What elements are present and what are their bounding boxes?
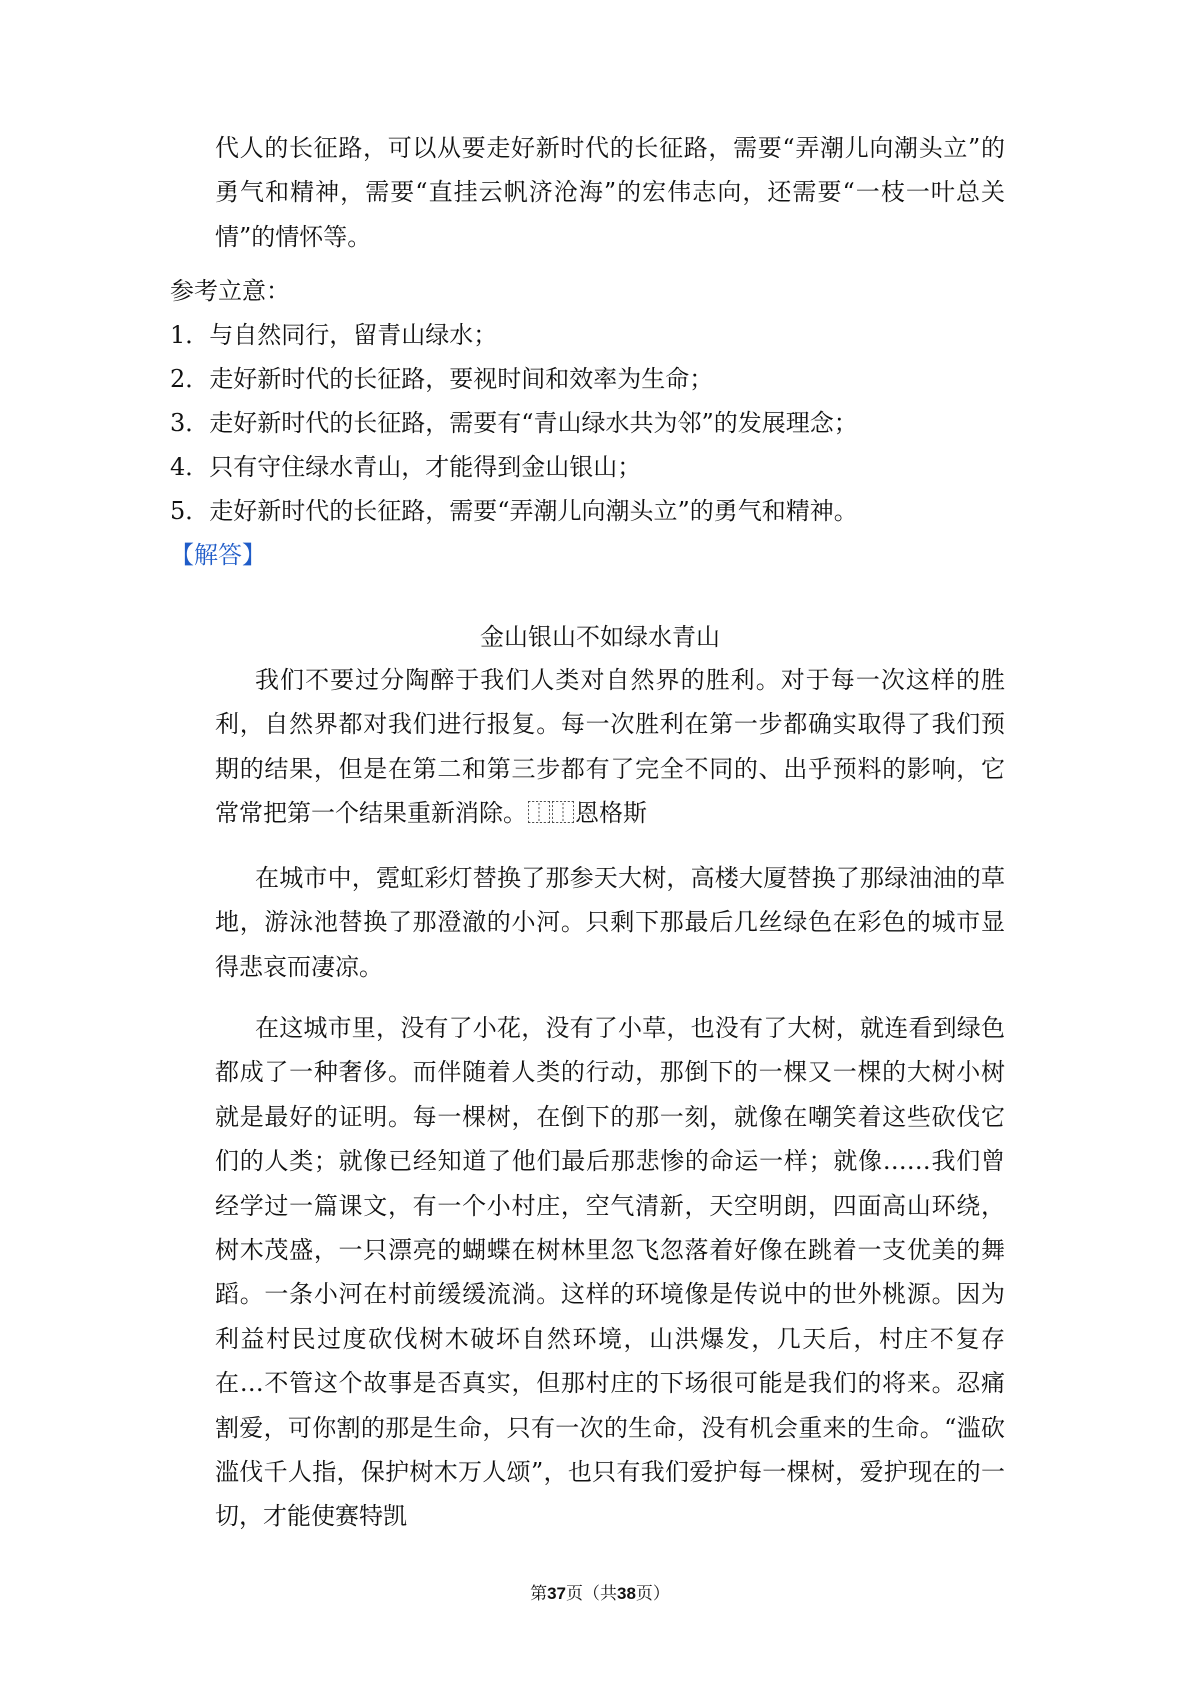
reference-item: 3．走好新时代的长征路，需要有“青山绿水共为邻”的发展理念； (170, 409, 858, 437)
footer-suffix: 页） (635, 1584, 670, 1604)
reference-item: 4．只有守住绿水青山，才能得到金山银山； (170, 453, 642, 481)
footer-total-pages: 38 (617, 1584, 636, 1603)
reference-item: 5．走好新时代的长征路，需要“弄潮儿向潮头立”的勇气和精神。 (170, 497, 858, 525)
essay-paragraph: 我们不要过分陶醉于我们人类对自然界的胜利。对于每一次这样的胜利，自然界都对我们进行报复。每一次胜利在第一步都确实取得了我们预期的结果，但是在第二和第三步都有了完全不同的、出乎预料的影响，它常常把第一个结果重新消除。⿰⿰恩格斯 (215, 666, 1005, 828)
reference-item: 2．走好新时代的长征路，要视时间和效率为生命； (170, 365, 714, 393)
footer-page-number: 37 (547, 1584, 566, 1603)
essay-paragraph: 在城市中，霓虹彩灯替换了那参天大树，高楼大厦替换了那绿油油的草地，游泳池替换了那澄澈的小河。只剩下那最后几丝绿色在彩色的城市显得悲哀而凄凉。 (215, 864, 1005, 981)
essay-title: 金山银山不如绿水青山 (480, 623, 720, 651)
footer-middle: 页（共 (566, 1584, 617, 1604)
essay-paragraph: 在这城市里，没有了小花，没有了小草，也没有了大树，就连看到绿色都成了一种奢侈。而伴随着人类的行动，那倒下的一棵又一棵的大树小树就是最好的证明。每一棵树，在倒下的那一刻，就像在嘲笑着这些砍伐它们的人类；就像已经知道了他们最后那悲惨的命运一样；就像……我们曾经学过一篇课文，有一个小村庄，空气清新，天空明朗，四面高山环绕，树木茂盛，一只漂亮的蝴蝶在树林里忽飞忽落着好像在跳着一支优美的舞蹈。一条小河在村前缓缓流淌。这样的环境像是传说中的世外桃源。因为利益村民过度砍伐树木破坏自然环境，山洪爆发，几天后，村庄不复存在…不管这个故事是否真实，但那村庄的下场很可能是我们的将来。忍痛割爱，可你割的那是生命，只有一次的生命，没有机会重来的生命。“滥砍滥伐千人指，保护树木万人颂”，也只有我们爱护每一棵树，爱护现在的一切，才能使赛特凯 (215, 1014, 1005, 1531)
reference-item: 1．与自然同行，留青山绿水； (170, 321, 498, 349)
page-footer (0, 1582, 1200, 1606)
intro-paragraph: 代人的长征路，可以从要走好新时代的长征路，需要“弄潮儿向潮头立”的勇气和精神，需要“直挂云帆济沧海”的宏伟志向，还需要“一枝一叶总关情”的情怀等。 (215, 134, 1005, 251)
footer-prefix: 第 (530, 1584, 548, 1604)
reference-heading: 参考立意： (170, 277, 290, 305)
answer-label: 【解答】 (170, 541, 266, 569)
